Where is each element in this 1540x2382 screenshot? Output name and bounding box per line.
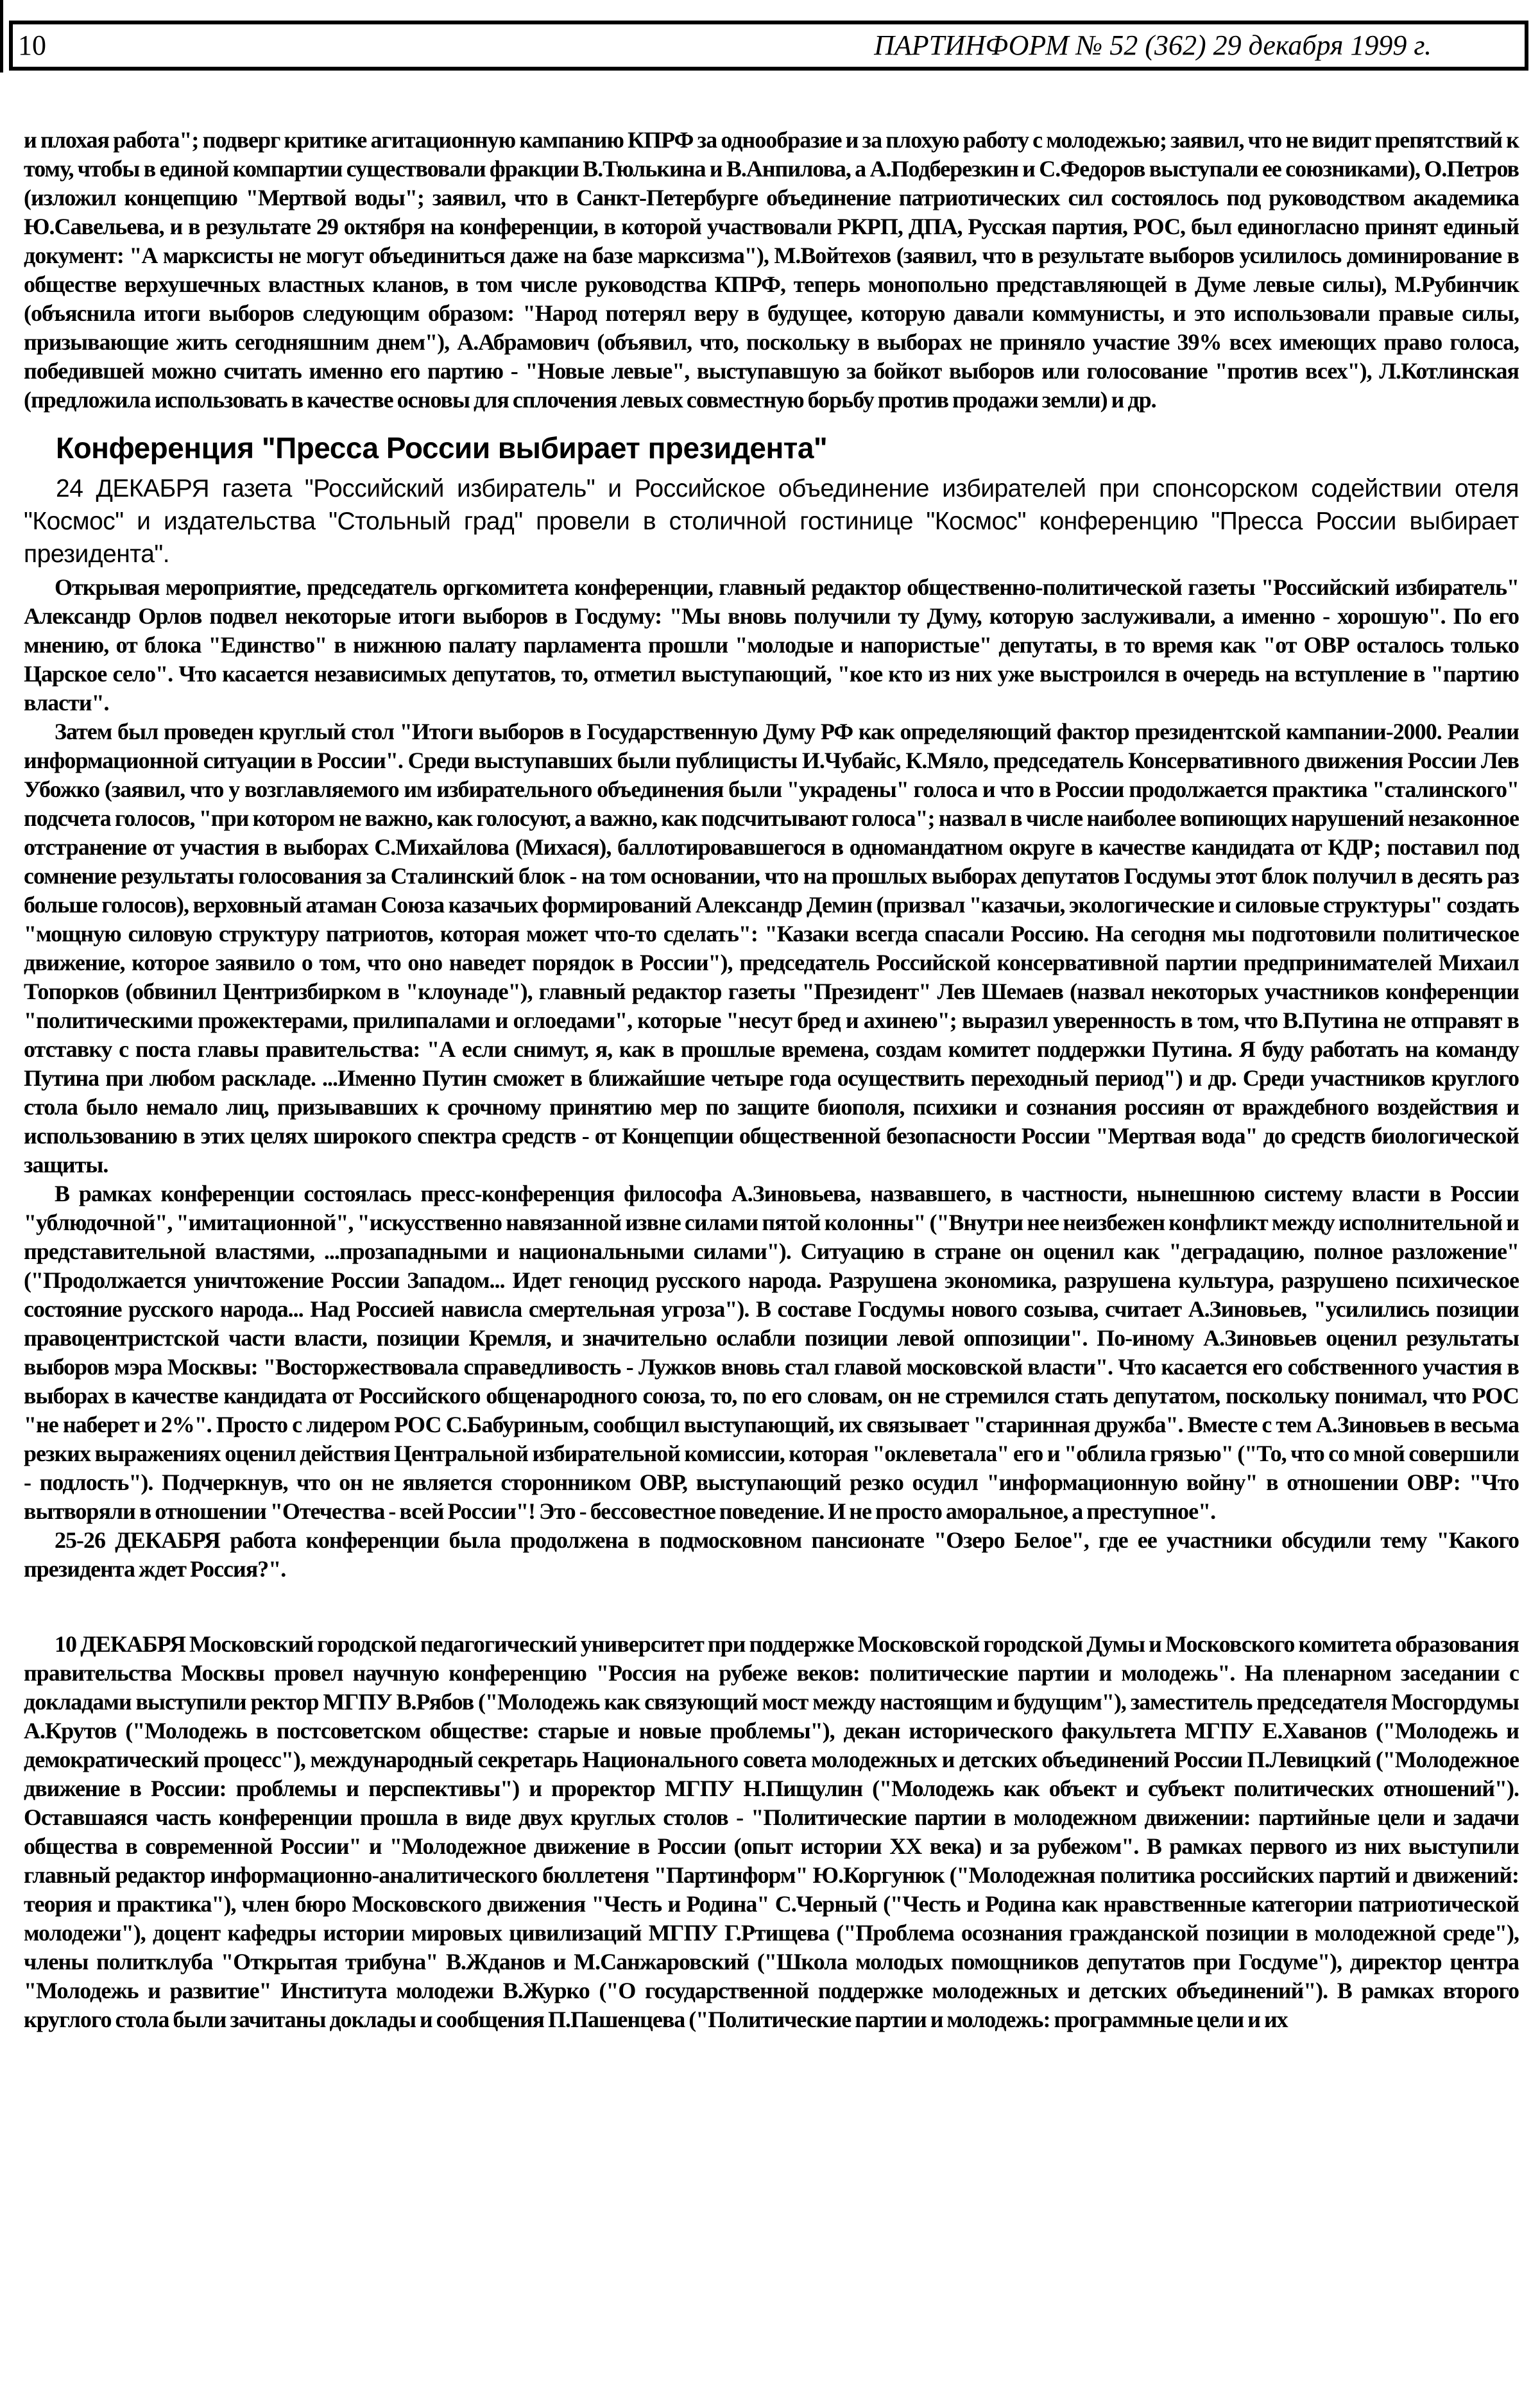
report-paragraph-2: Затем был проведен круглый стол "Итоги выборов в Государственную Думу РФ как определяющий фактор президентской кампании-2000. Реалии информационной ситуации в России". Среди выступавших были публицисты И.Чубайс, К.Мяло, председатель Консервативного движения России Лев Убожко (заявил, что у возглавляемого им избирательного объединения были "украдены" голоса и что в России продолжается практика "сталинского" подсчета голосов, "при котором не важно, как голосуют, а важно, как подсчитывают голоса"; назвал в числе наиболее вопиющих нарушений незаконное отстранение от участия в выборах С.Михайлова (Михася), баллотировавшегося в одномандатном округе в качестве кандидата от КДР; поставил под сомнение результаты голосования за Сталинский блок - на том основании, что на прошлых выборах депутатов Госдумы этот блок получил в десять раз больше голосов), верховный атаман Союза казачьих формирований Александр Демин (призвал "казачьи, экологические и силовые структуры" создать "мощную силовую структуру патриотов, которая может что-то сделать": "Казаки всегда спасали Россию. На сегодня мы подготовили политическое движение, которое заявило о том, что оно наведет порядок в России"), председатель Российской консервативной партии предпринимателей Михаил Топорков (обвинил Центризбирком в "клоунаде"), главный редактор газеты "Президент" Лев Шемаев (назвал некоторых участников конференции "политическими прожектерами, прилипалами и оглоедами", которые "несут бред и ахинею"; выразил уверенность в том, что В.Путина не отправят в отставку с поста главы правительства: "А если снимут, я, как в прошлые времена, создам комитет поддержки Путина. Я буду работать на команду Путина при любом раскладе. ...Именно Путин сможет в ближайшие четыре года осуществить переходный период") и др. Среди участников круглого стола было немало лиц, призывавших к срочному принятию мер по защите биополя, психики и сознания россиян от враждебного воздействия и использованию в этих целях широкого спектра средств - от Концепции общественной безопасности России "Мертвая вода" до средств биологической защиты. bbox=[24, 719, 1519, 1178]
lead-paragraph: 24 ДЕКАБРЯ газета "Российский избиратель" и Российское объединение избирателей при спонсорском содействии отеля "Космос" и издательства "Стольный град" провели в столичной гостинице "Космос" конференцию "Пресса России выбирает президента". bbox=[24, 475, 1519, 568]
page-header bbox=[9, 21, 1528, 71]
article-body bbox=[24, 126, 1519, 2034]
page-number: 10 bbox=[18, 30, 46, 61]
report-paragraph-4: 25-26 ДЕКАБРЯ работа конференции была продолжена в подмосковном пансионате "Озеро Белое", где ее участники обсудили тему "Какого президента ждет Россия?". bbox=[24, 1527, 1519, 1582]
section-heading: Конференция "Пресса России выбирает президента" bbox=[56, 431, 828, 465]
continuation-paragraph: и плохая работа"; подверг критике агитационную кампанию КПРФ за однообразие и за плохую работу с молодежью; заявил, что не видит препятствий к тому, чтобы в единой компартии существовали фракции В.Тюлькина и В.Анпилова, а А.Подберезкин и С.Федоров выступали ее союзниками), О.Петров (изложил концепцию "Мертвой воды"; заявил, что в Санкт-Петербурге объединение патриотических сил состоялось под руководством академика Ю.Савельева, и в результате 29 октября на конференции, в которой участвовали РКРП, ДПА, Русская партия, РОС, был единогласно принят единый документ: "А марксисты не могут объединиться даже на базе марксизма"), М.Войтехов (заявил, что в результате выборов усилилось доминирование в обществе верхушечных властных кланов, в том числе руководства КПРФ, теперь монопольно представляющей в Думе левые силы), М.Рубинчик (объяснила итоги выборов следующим образом: "Народ потерял веру в будущее, которую давали коммунисты, и это использовали правые силы, призывающие жить сегодняшним днем"), А.Абрамович (объявил, что, поскольку в выборах не приняло участие 39% всех имеющих право голоса, победившей можно считать именно его партию - "Новые левые", выступавшую за бойкот выборов или голосование "против всех"), Л.Котлинская (предложила использовать в качестве основы для сплочения левых совместную борьбу против продажи земли) и др. bbox=[24, 127, 1519, 413]
new-section-paragraph: 10 ДЕКАБРЯ Московский городской педагогический университет при поддержке Московской городской Думы и Московского комитета образования правительства Москвы провел научную конференцию "Россия на рубеже веков: политические партии и молодежь". На пленарном заседании с докладами выступили ректор МГПУ В.Рябов ("Молодежь как связующий мост между настоящим и будущим"), заместитель председателя Мосгордумы А.Крутов ("Молодежь в постсоветском обществе: старые и новые проблемы"), декан исторического факультета МГПУ Е.Хаванов ("Молодежь и демократический процесс"), международный секретарь Национального совета молодежных и детских объединений России П.Левицкий ("Молодежное движение в России: проблемы и перспективы") и проректор МГПУ Н.Пищулин ("Молодежь как объект и субъект политических отношений"). Оставшаяся часть конференции прошла в виде двух круглых столов - "Политические партии в молодежном движении: партийные цели и задачи общества в современной России" и "Молодежное движение в России (опыт истории XX века) и за рубежом". В рамках первого из них выступили главный редактор информационно-аналитического бюллетеня "Партинформ" Ю.Коргунюк ("Молодежная политика российских партий и движений: теория и практика"), член бюро Московского движения "Честь и Родина" С.Черный ("Честь и Родина как нравственные категории патриотической молодежи"), доцент кафедры истории мировых цивилизаций МГПУ Г.Ртищева ("Проблема осознания гражданской позиции в молодежной среде"), члены политклуба "Открытая трибуна" В.Жданов и М.Санжаровский ("Школа молодых помощников депутатов при Госдуме"), директор центра "Молодежь и развитие" Института молодежи В.Журко ("О государственной поддержке молодежных и детских объединений"). В рамках второго круглого стола были зачитаны доклады и сообщения П.Пашенцева ("Политические партии и молодежь: программные цели и их bbox=[24, 1631, 1519, 2032]
masthead-title: ПАРТИНФОРМ № 52 (362) 29 декабря 1999 г. bbox=[874, 30, 1432, 61]
report-paragraph-1: Открывая мероприятие, председатель оргкомитета конференции, главный редактор общественно-политической газеты "Российский избиратель" Александр Орлов подвел некоторые итоги выборов в Госдуму: "Мы вновь получили ту Думу, которую заслуживали, а именно - хорошую". По его мнению, от блока "Единство" в нижнюю палату парламента прошли "молодые и напористые" депутаты, в то время как "от ОВР осталось только Царское село". Что касается независимых депутатов, то, отметил выступающий, "кое кто из них уже выстроился в очередь на вступление в "партию власти". bbox=[24, 574, 1519, 715]
report-paragraph-3: В рамках конференции состоялась пресс-конференция философа А.Зиновьева, назвавшего, в частности, нынешнюю систему власти в России "ублюдочной", "имитационной", "искусственно навязанной извне силами пятой колонны" ("Внутри нее неизбежен конфликт между исполнительной и представительной властями, ...прозападными и национальными силами"). Ситуацию в стране он оценил как "деградацию, полное разложение" ("Продолжается уничтожение России Западом... Идет геноцид русского народа. Разрушена экономика, разрушена культура, разрушено психическое состояние русского народа... Над Россией нависла смертельная угроза"). В составе Госдумы нового созыва, считает А.Зиновьев, "усилились позиции правоцентристской части власти, позиции Кремля, и значительно ослабли позиции левой оппозиции". По-иному А.Зиновьев оценил результаты выборов мэра Москвы: "Восторжествовала справедливость - Лужков вновь стал главой московской власти". Что касается его собственного участия в выборах в качестве кандидата от Российского общенародного союза, то, по его словам, он не стремился стать депутатом, поскольку понимал, что РОС "не наберет и 2%". Просто с лидером РОС С.Бабуриным, сообщил выступающий, их связывает "старинная дружба". Вместе с тем А.Зиновьев в весьма резких выражениях оценил действия Центральной избирательной комиссии, которая "оклеветала" его и "облила грязью" ("То, что со мной совершили - подлость"). Подчеркнув, что он не является сторонником ОВР, выступающий резко осудил "информационную войну" в отношении ОВР: "Что вытворяли в отношении "Отечества - всей России"! Это - бессовестное поведение. И не просто аморальное, а преступное". bbox=[24, 1181, 1519, 1524]
scan-edge-artifact bbox=[0, 0, 3, 73]
